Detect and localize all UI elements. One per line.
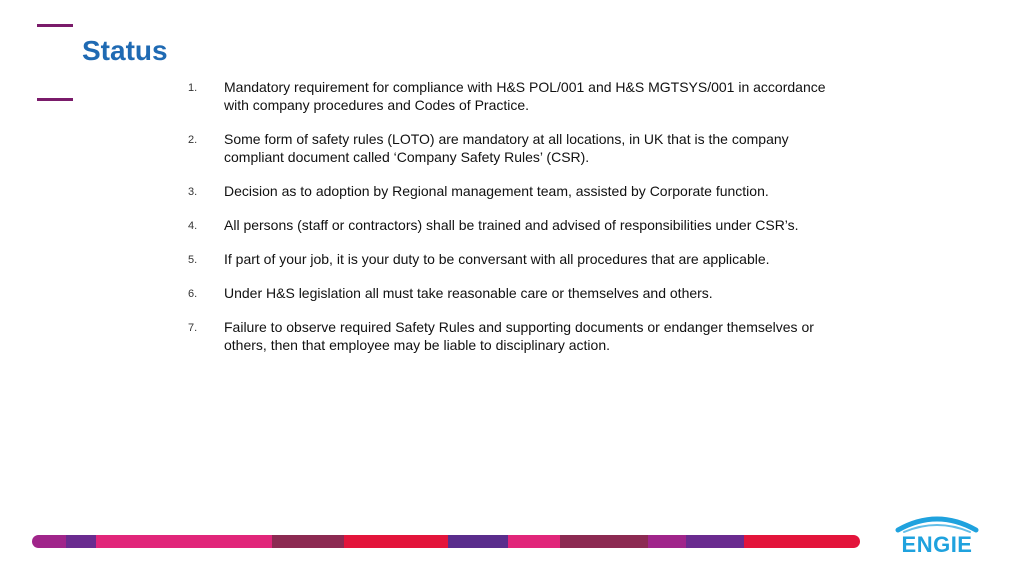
accent-line-bottom xyxy=(37,98,73,101)
list-item-number: 5. xyxy=(188,254,198,266)
stripe-segment xyxy=(344,535,448,548)
list-item xyxy=(188,78,828,114)
stripe-segment xyxy=(744,535,860,548)
engie-logo-icon xyxy=(884,512,990,558)
list-item-text: Failure to observe required Safety Rules and supporting documents or endanger themselves or others, then that employee may be liable to disciplinary action. xyxy=(224,319,814,353)
list-item xyxy=(188,318,828,354)
list-item xyxy=(188,216,828,234)
stripe-segment xyxy=(648,535,686,548)
list-item-number: 1. xyxy=(188,82,198,94)
stripe-segment xyxy=(32,535,66,548)
list-item-text: Under H&S legislation all must take reasonable care or themselves and others. xyxy=(224,285,713,301)
stripe-segment xyxy=(686,535,744,548)
stripe-segment xyxy=(66,535,96,548)
list-item-text: Decision as to adoption by Regional management team, assisted by Corporate function. xyxy=(224,183,769,199)
list-item-text: Mandatory requirement for compliance with H&S POL/001 and H&S MGTSYS/001 in accordance with company procedures and Codes of Practice. xyxy=(224,79,826,113)
list-item xyxy=(188,284,828,302)
accent-line-top xyxy=(37,24,73,27)
list-item-text: Some form of safety rules (LOTO) are mandatory at all locations, in UK that is the company compliant document called ‘Company Safety Rules’ (CSR). xyxy=(224,131,789,165)
list-item xyxy=(188,130,828,166)
stripe-segment xyxy=(448,535,508,548)
list-item-number: 3. xyxy=(188,186,198,198)
list-item xyxy=(188,250,828,268)
list-item-number: 6. xyxy=(188,288,198,300)
list-item-text: If part of your job, it is your duty to be conversant with all procedures that are applicable. xyxy=(224,251,770,267)
stripe-segment xyxy=(560,535,648,548)
list-item-number: 4. xyxy=(188,220,198,232)
stripe-segment xyxy=(272,535,344,548)
stripe-segment xyxy=(96,535,272,548)
slide-title: Status xyxy=(82,35,168,66)
list-item xyxy=(188,182,828,200)
stripe-segment xyxy=(508,535,560,548)
list-item-number: 7. xyxy=(188,322,198,334)
status-list xyxy=(188,78,828,370)
list-item-number: 2. xyxy=(188,134,198,146)
footer-color-stripe xyxy=(32,535,860,548)
svg-text:ENGIE: ENGIE xyxy=(901,532,973,557)
list-item-text: All persons (staff or contractors) shall be trained and advised of responsibilities under CSR’s. xyxy=(224,217,799,233)
